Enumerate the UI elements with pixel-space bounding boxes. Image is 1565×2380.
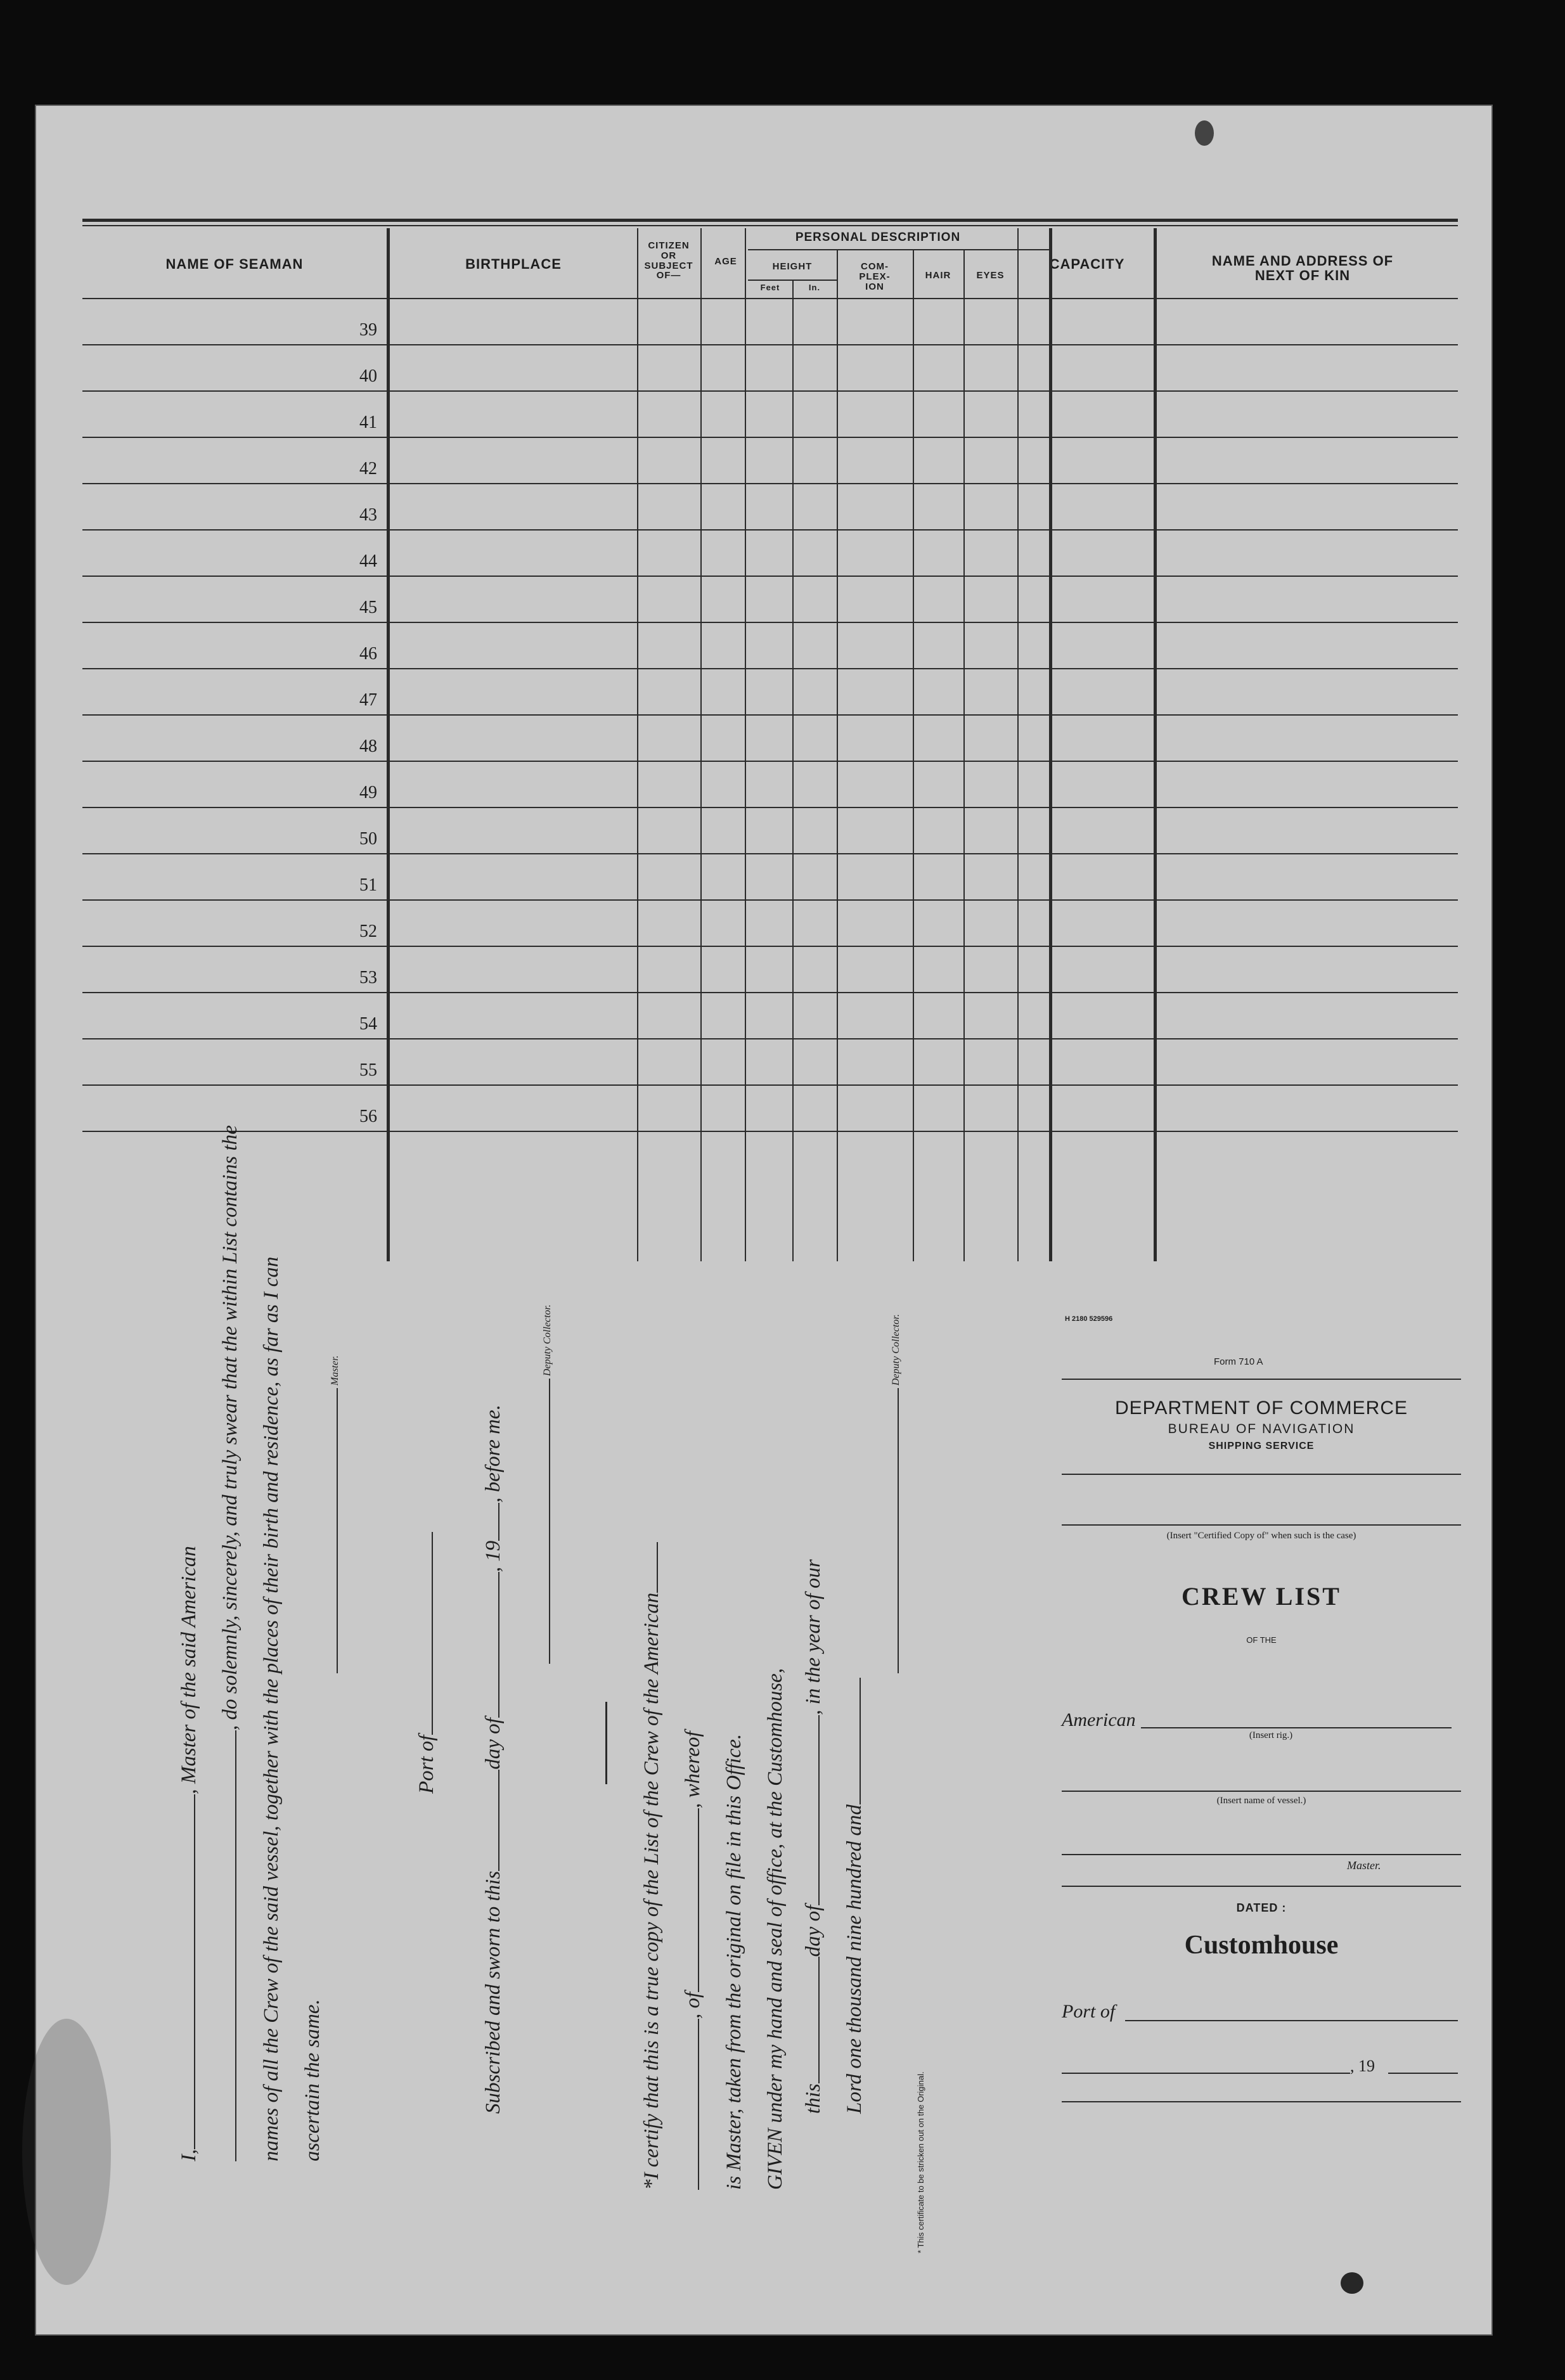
header-capacity: CAPACITY bbox=[1049, 256, 1125, 272]
insert-certified-blank bbox=[1062, 1524, 1461, 1526]
col-rule bbox=[1154, 228, 1157, 1261]
col-rule bbox=[1017, 228, 1019, 1261]
header-next-of-kin: NAME AND ADDRESS OF NEXT OF KIN bbox=[1211, 253, 1394, 284]
dated-label: DATED : bbox=[1236, 1901, 1287, 1914]
certificate-line-1: *I certify that this is a true copy of the List of the Crew of the American bbox=[640, 1542, 664, 2190]
header-inches: In. bbox=[808, 283, 821, 292]
insert-vessel-note: (Insert name of vessel.) bbox=[1216, 1796, 1306, 1806]
of-the: OF THE bbox=[1246, 1635, 1277, 1645]
certificate-line-6: Lord one thousand nine hundred and bbox=[843, 1678, 866, 2114]
table-row-number: 45 bbox=[359, 598, 377, 617]
department-title: DEPARTMENT OF COMMERCE bbox=[1114, 1398, 1408, 1418]
table-row-number: 40 bbox=[359, 366, 377, 386]
oath-divider bbox=[605, 1702, 607, 1784]
header-citizen: CITIZEN OR SUBJECT OF— bbox=[644, 240, 693, 281]
table-row-rule bbox=[82, 992, 1458, 993]
insert-certified-note: (Insert "Certified Copy of" when such is the case) bbox=[1166, 1531, 1356, 1541]
certificate-footnote: * This certificate to be stricken out on the Original. bbox=[916, 2071, 925, 2253]
table-row-number: 39 bbox=[359, 320, 377, 340]
table-row-number: 56 bbox=[359, 1107, 377, 1126]
col-rule bbox=[637, 228, 638, 1261]
oath-line-3: names of all the Crew of the said vessel, together with the places of their birth and residence, as far as I can bbox=[260, 1256, 283, 2161]
table-top-rule bbox=[82, 219, 1458, 222]
table-row-number: 43 bbox=[359, 505, 377, 525]
bureau-title: BUREAU OF NAVIGATION bbox=[1168, 1422, 1355, 1436]
header-personal-description: PERSONAL DESCRIPTION bbox=[795, 231, 961, 244]
vessel-name-blank bbox=[1062, 1791, 1461, 1792]
table-row-number: 41 bbox=[359, 413, 377, 432]
oath-master-signature: Master. bbox=[330, 1355, 341, 1673]
table-top-rule-thin bbox=[82, 225, 1458, 226]
table-row-number: 50 bbox=[359, 829, 377, 849]
table-row-number: 53 bbox=[359, 968, 377, 987]
header-hair: HAIR bbox=[925, 270, 951, 281]
certificate-deputy-collector: Deputy Collector. bbox=[891, 1314, 902, 1673]
cover-rule bbox=[1062, 1379, 1461, 1380]
paper-stain bbox=[1341, 2272, 1363, 2294]
table-row-rule bbox=[82, 807, 1458, 808]
table-row-number: 55 bbox=[359, 1060, 377, 1080]
table-row-rule bbox=[82, 622, 1458, 623]
table-row-rule bbox=[82, 946, 1458, 947]
table-row-rule bbox=[82, 483, 1458, 484]
table-row-rule bbox=[82, 576, 1458, 577]
oath-subscribed: Subscribed and sworn to thisday of, 19, before me. bbox=[482, 1405, 505, 2114]
crew-list-title: CREW LIST bbox=[1182, 1582, 1341, 1611]
table-row-number: 44 bbox=[359, 551, 377, 571]
table-row-number: 47 bbox=[359, 690, 377, 710]
master-label: Master. bbox=[1347, 1859, 1381, 1872]
header-complexion: COM- PLEX- ION bbox=[859, 261, 891, 292]
table-row-rule bbox=[82, 1038, 1458, 1039]
cover-rule bbox=[1062, 1474, 1461, 1475]
cover-rule bbox=[1062, 1886, 1461, 1887]
rig-blank bbox=[1141, 1727, 1452, 1728]
col-rule bbox=[837, 249, 838, 1261]
col-rule bbox=[700, 228, 702, 1261]
col-rule bbox=[963, 249, 965, 1261]
table-row-number: 52 bbox=[359, 922, 377, 941]
certificate-line-3: is Master, taken from the original on file in this Office. bbox=[723, 1734, 745, 2190]
table-row-rule bbox=[82, 853, 1458, 854]
american-label: American bbox=[1062, 1709, 1136, 1730]
oath-line-4: ascertain the same. bbox=[301, 1999, 324, 2161]
oath-line-1: I,, Master of the said American bbox=[177, 1546, 200, 2161]
oath-port-of: Port of bbox=[415, 1532, 439, 1794]
port-of-label: Port of bbox=[1062, 2001, 1116, 2022]
document-page bbox=[35, 105, 1493, 2336]
certificate-line-2: , of, whereof bbox=[681, 1731, 705, 2190]
header-eyes: EYES bbox=[976, 270, 1005, 281]
port-blank bbox=[1125, 2020, 1458, 2021]
table-row-number: 46 bbox=[359, 644, 377, 664]
table-row-rule bbox=[82, 437, 1458, 438]
table-row-number: 48 bbox=[359, 737, 377, 756]
print-code: H 2180 529596 bbox=[1065, 1315, 1113, 1323]
oath-deputy-collector: Deputy Collector. bbox=[542, 1304, 553, 1664]
paper-stain bbox=[1195, 120, 1214, 146]
header-name-of-seaman: NAME OF SEAMAN bbox=[165, 256, 304, 272]
table-row-rule bbox=[82, 1084, 1458, 1086]
certificate-line-4: GIVEN under my hand and seal of office, at the Customhouse, bbox=[764, 1668, 787, 2190]
header-feet: Feet bbox=[760, 283, 780, 292]
master-blank bbox=[1062, 1854, 1461, 1855]
header-bottom-rule bbox=[82, 298, 1458, 299]
table-row-rule bbox=[82, 344, 1458, 345]
table-row-number: 42 bbox=[359, 459, 377, 479]
table-row-rule bbox=[82, 529, 1458, 531]
col-rule bbox=[745, 228, 746, 1261]
service-title: SHIPPING SERVICE bbox=[1208, 1441, 1315, 1451]
table-row-rule bbox=[82, 761, 1458, 762]
table-row-rule bbox=[82, 1131, 1458, 1132]
col-rule bbox=[387, 228, 390, 1261]
year-blank bbox=[1388, 2073, 1458, 2074]
cover-bottom-rule bbox=[1062, 2101, 1461, 2102]
table-row-rule bbox=[82, 714, 1458, 716]
col-rule bbox=[792, 280, 794, 1261]
table-row-number: 54 bbox=[359, 1014, 377, 1034]
form-number: Form 710 A bbox=[1214, 1356, 1263, 1367]
table-row-number: 51 bbox=[359, 875, 377, 895]
header-birthplace: BIRTHPLACE bbox=[465, 256, 562, 272]
table-row-rule bbox=[82, 668, 1458, 669]
col-rule bbox=[1049, 228, 1052, 1261]
table-row-rule bbox=[82, 899, 1458, 901]
oath-line-2: , do solemnly, sincerely, and truly swear that the within List contains the bbox=[219, 1125, 242, 2161]
header-age: AGE bbox=[714, 256, 737, 267]
customhouse-label: Customhouse bbox=[1184, 1931, 1339, 1960]
insert-rig-note: (Insert rig.) bbox=[1249, 1730, 1293, 1740]
header-height: HEIGHT bbox=[772, 261, 813, 272]
date-blank bbox=[1062, 2073, 1350, 2074]
personal-description-rule bbox=[748, 249, 1049, 250]
table-row-rule bbox=[82, 390, 1458, 392]
certificate-line-5: thisday of, in the year of our bbox=[802, 1559, 825, 2114]
year-label: , 19 bbox=[1350, 2057, 1375, 2075]
col-rule bbox=[913, 249, 914, 1261]
paper-stain bbox=[22, 2019, 111, 2285]
table-row-number: 49 bbox=[359, 783, 377, 802]
